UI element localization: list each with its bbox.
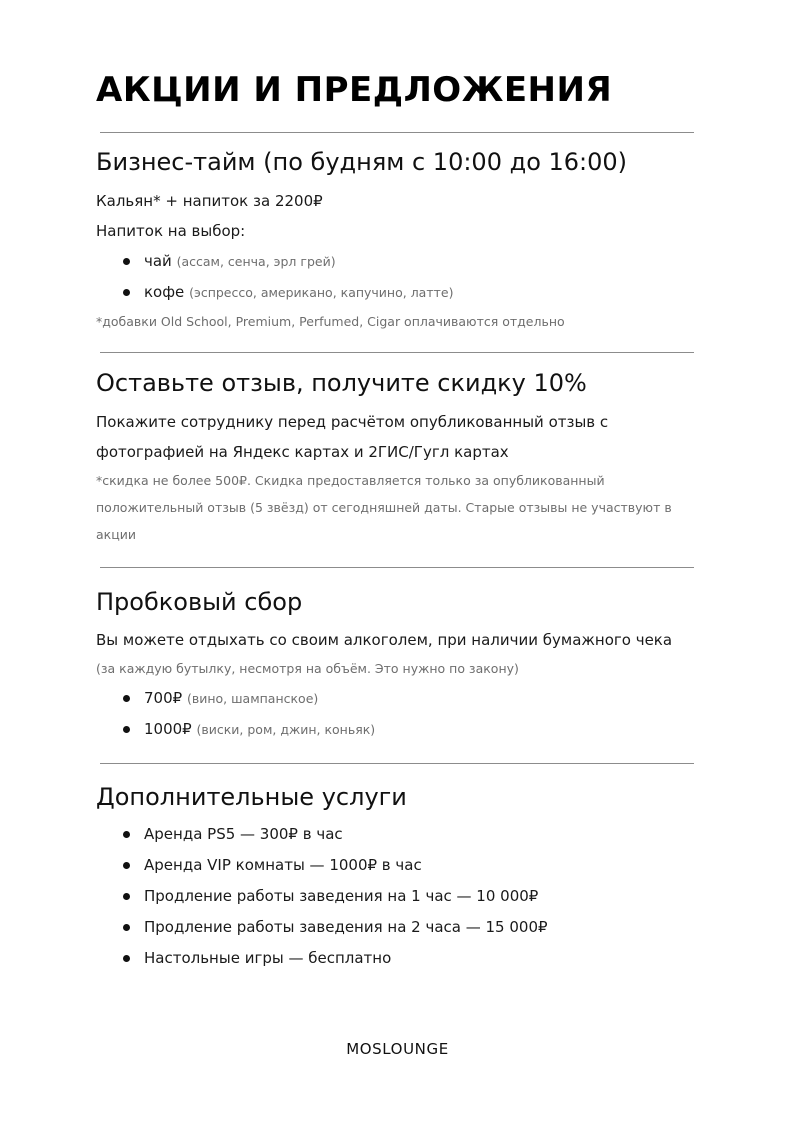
service-text: Продление работы заведения на 2 часа — 15 000₽ [144, 918, 548, 936]
price: 700₽ [144, 689, 183, 707]
bullet-icon [123, 893, 130, 900]
bullet-icon [123, 924, 130, 931]
drink-name: кофе [144, 283, 185, 301]
bullet-icon [123, 695, 130, 702]
drink-note: (ассам, сенча, эрл грей) [176, 254, 336, 269]
list-item [96, 246, 696, 277]
section-business-time [96, 146, 696, 335]
bullet-icon [123, 831, 130, 838]
bullet-icon [123, 726, 130, 733]
corkage-text [96, 626, 696, 683]
drink-name: чай [144, 252, 172, 270]
section-heading: Дополнительные услуги [96, 783, 407, 811]
list-item [96, 714, 696, 745]
bullet-icon [123, 289, 130, 296]
review-footnote: *скидка не более 500₽. Скидка предоставляется только за опубликованный положительный отзыв (5 звёзд) от сегодняшней даты. Старые отзывы не участвуют в акции [96, 473, 672, 542]
section-corkage [96, 586, 696, 745]
corkage-note: (за каждую бутылку, несмотря на объём. Это нужно по закону) [96, 661, 519, 676]
business-footnote: *добавки Old School, Premium, Perfumed, Cigar оплачиваются отдельно [96, 314, 565, 329]
section-services [96, 781, 696, 974]
list-item [96, 819, 696, 850]
price-note: (вино, шампанское) [186, 691, 319, 706]
drink-list [96, 246, 696, 308]
bullet-icon [123, 862, 130, 869]
drink-note: (эспрессо, американо, капучино, латте) [189, 285, 454, 300]
section-heading: Бизнес-тайм (по будням с 10:00 до 16:00) [96, 148, 628, 176]
business-offer: Кальян* + напиток за 2200₽ [96, 192, 323, 210]
service-text: Аренда PS5 — 300₽ в час [144, 825, 343, 843]
section-heading: Пробковый сбор [96, 588, 303, 616]
list-item [96, 850, 696, 881]
price: 1000₽ [144, 720, 192, 738]
service-text: Настольные игры — бесплатно [144, 949, 392, 967]
page-title: АКЦИИ И ПРЕДЛОЖЕНИЯ [96, 70, 613, 110]
service-text: Аренда VIP комнаты — 1000₽ в час [144, 856, 422, 874]
list-item [96, 683, 696, 714]
list-item [96, 277, 696, 308]
bullet-icon [123, 258, 130, 265]
service-text: Продление работы заведения на 1 час — 10 000₽ [144, 887, 539, 905]
list-item [96, 912, 696, 943]
drink-choice-label: Напиток на выбор: [96, 222, 246, 240]
corkage-main: Вы можете отдыхать со своим алкоголем, при наличии бумажного чека [96, 631, 673, 649]
list-item [96, 943, 696, 974]
divider [100, 567, 694, 568]
footer-brand: MOSLOUNGE [346, 1040, 449, 1058]
price-note: (виски, ром, джин, коньяк) [196, 722, 376, 737]
divider [100, 132, 694, 133]
list-item [96, 881, 696, 912]
divider [100, 352, 694, 353]
section-review-discount [96, 367, 696, 548]
divider [100, 763, 694, 764]
services-list [96, 819, 696, 974]
corkage-list [96, 683, 696, 745]
section-heading: Оставьте отзыв, получите скидку 10% [96, 369, 587, 397]
bullet-icon [123, 955, 130, 962]
review-text: Покажите сотруднику перед расчётом опубликованный отзыв с фотографией на Яндекс картах и 2ГИС/Гугл картах [96, 413, 609, 461]
